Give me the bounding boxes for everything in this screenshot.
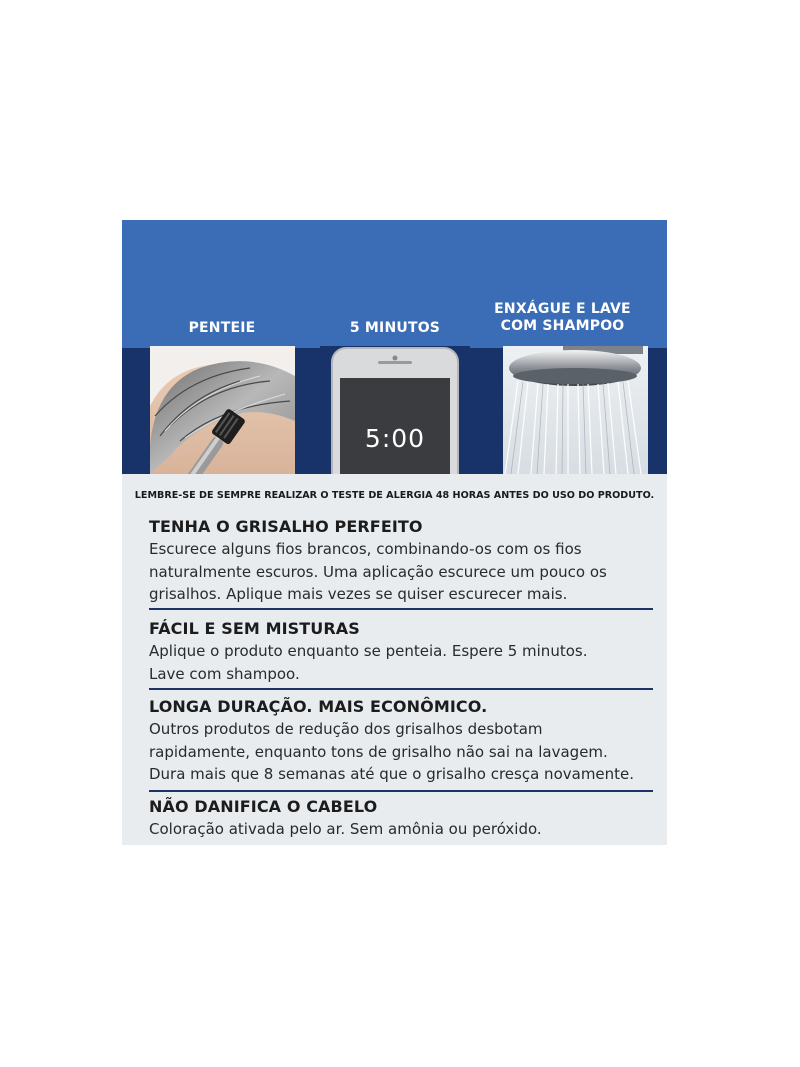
section-line: Coloração ativada pelo ar. Sem amônia ou peróxido. xyxy=(149,820,542,838)
step-label-minutes: 5 MINUTOS xyxy=(349,320,441,336)
section-line: grisalhos. Aplique mais vezes se quiser escurecer mais. xyxy=(149,585,568,603)
hair-comb-illustration xyxy=(150,346,295,474)
step-label-rinse: ENXÁGUE E LAVE COM SHAMPOO xyxy=(494,301,631,334)
section-easy-no-mix xyxy=(149,618,649,685)
section-divider xyxy=(149,790,653,792)
section-line: Dura mais que 8 semanas até que o grisalho cresça novamente. xyxy=(149,765,635,783)
section-title: NÃO DANIFICA O CABELO xyxy=(149,797,378,816)
section-line: Escurece alguns fios brancos, combinando-os com os fios xyxy=(149,540,582,558)
section-title: FÁCIL E SEM MISTURAS xyxy=(149,619,360,638)
section-line: Lave com shampoo. xyxy=(149,664,300,683)
phone-timer-photo xyxy=(320,346,470,474)
section-line: rapidamente, enquanto tons de grisalho não sai na lavagem. xyxy=(149,742,608,761)
shower-head-photo xyxy=(503,346,648,474)
section-divider xyxy=(149,688,653,690)
shower-illustration xyxy=(503,346,648,474)
section-title: LONGA DURAÇÃO. MAIS ECONÔMICO. xyxy=(149,697,488,716)
section-no-damage xyxy=(149,796,649,841)
timer-readout: 5:00 xyxy=(364,424,426,453)
section-title: TENHA O GRISALHO PERFEITO xyxy=(149,517,423,536)
allergy-test-note: LEMBRE-SE DE SEMPRE REALIZAR O TESTE DE ALERGIA 48 HORAS ANTES DO USO DO PRODUTO. xyxy=(134,490,655,501)
section-long-lasting xyxy=(149,696,649,786)
section-perfect-gray xyxy=(149,516,649,606)
section-line: naturalmente escuros. Uma aplicação escurece um pouco os xyxy=(149,562,607,581)
section-line: Aplique o produto enquanto se penteia. Espere 5 minutos. xyxy=(149,642,588,660)
step-label-comb: PENTEIE xyxy=(188,320,256,336)
hair-comb-photo xyxy=(150,346,295,474)
section-divider xyxy=(149,608,653,610)
section-line: Outros produtos de redução dos grisalhos desbotam xyxy=(149,720,543,738)
product-instructions-card xyxy=(122,220,667,845)
phone-illustration xyxy=(320,346,470,474)
